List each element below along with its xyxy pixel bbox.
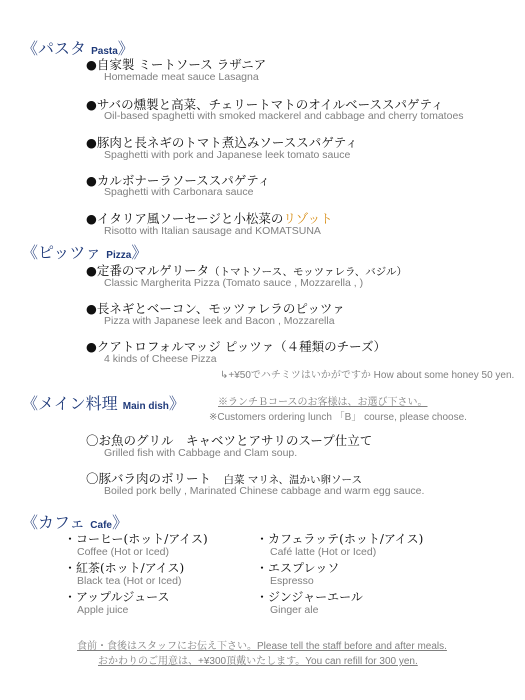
cafe-item-jp: ・アップルジュース <box>64 590 170 604</box>
menu-item-jp: ●定番のマルゲリータ（トマトソース、モッツァレラ、バジル） <box>86 263 407 278</box>
menu-item-jp: ●カルボナーラソーススパゲティ <box>86 173 271 188</box>
menu-item-en: Pizza with Japanese leek and Bacon , Mozzarella <box>104 315 335 327</box>
honey-note: ↳+¥50でハチミツはいかがですか How about some honey 50 yen. <box>220 370 515 381</box>
cafe-item-jp: ・紅茶(ホット/アイス) <box>64 561 185 575</box>
cafe-item-jp: ・ジンジャーエール <box>256 590 363 604</box>
menu-item-en: Grilled fish with Cabbage and Clam soup. <box>104 447 298 459</box>
cafe-item-en: Ginger ale <box>270 604 319 616</box>
section-heading-pizza: 《ピッツァ Pizza》 <box>22 243 148 262</box>
cafe-item-jp: ・カフェラッテ(ホット/アイス) <box>256 532 424 546</box>
course-note-jp: ※ランチＢコースのお客様は、お選び下さい。 <box>218 397 428 408</box>
menu-item-en: Oil-based spaghetti with smoked mackerel and cabbage and cherry tomatoes <box>104 110 464 122</box>
highlight-risotto: リゾット <box>283 211 333 226</box>
footer-note-1: 食前・食後はスタッフにお伝え下さい。Please tell the staff before and after meals. <box>77 641 447 652</box>
cafe-item-en: Espresso <box>270 575 314 587</box>
menu-item-en: Spaghetti with pork and Japanese leek tomato sauce <box>104 149 351 161</box>
menu-item-en: Homemade meat sauce Lasagna <box>104 71 259 83</box>
menu-item-jp: ●クアトロフォルマッジ ピッツァ（４種類のチーズ） <box>86 339 387 354</box>
menu-item-en: Boiled pork belly , Marinated Chinese cabbage and warm egg sauce. <box>104 485 425 497</box>
menu-item-jp: ●サバの燻製と高菜、チェリートマトのオイルベーススパゲティ <box>86 97 444 112</box>
cafe-item-jp: ・エスプレッソ <box>256 561 340 575</box>
menu-item-jp: 〇豚バラ肉のボリート 白菜 マリネ、温かい卵ソース <box>86 471 362 486</box>
menu-item-jp: ●イタリア風ソーセージと小松菜のリゾット <box>86 211 333 226</box>
menu-item-jp: ●自家製 ミートソース ラザニア <box>86 57 267 72</box>
menu-item-jp: ●長ネギとベーコン、モッツァレラのピッツァ <box>86 301 345 316</box>
menu-item-en: Risotto with Italian sausage and KOMATSUNA <box>104 225 321 237</box>
cafe-item-en: Coffee (Hot or Iced) <box>77 546 170 558</box>
menu-item-jp: ●豚肉と長ネギのトマト煮込みソーススパゲティ <box>86 135 358 150</box>
cafe-item-en: Café latte (Hot or Iced) <box>270 546 377 558</box>
menu-item-en: Spaghetti with Carbonara sauce <box>104 186 254 198</box>
menu-item-en: 4 kinds of Cheese Pizza <box>104 353 217 365</box>
course-note-en: ※Customers ordering lunch 「B」 course, please choose. <box>209 412 467 423</box>
section-heading-cafe: 《カフェ Cafe》 <box>22 513 128 532</box>
cafe-item-en: Black tea (Hot or Iced) <box>77 575 182 587</box>
footer-note-2: おかわりのご用意は、+¥300頂戴いたします。You can refill for 300 yen. <box>98 656 418 667</box>
cafe-item-jp: ・コーヒー(ホット/アイス) <box>64 532 208 546</box>
cafe-item-en: Apple juice <box>77 604 129 616</box>
menu-item-en: Classic Margherita Pizza (Tomato sauce , Mozzarella , ) <box>104 277 364 289</box>
menu-item-jp: 〇お魚のグリル キャベツとアサリのスープ仕立て <box>86 433 373 448</box>
section-heading-main: 《メイン料理 Main dish》 <box>22 394 185 413</box>
section-heading-pasta: 《パスタ Pasta》 <box>22 39 134 58</box>
